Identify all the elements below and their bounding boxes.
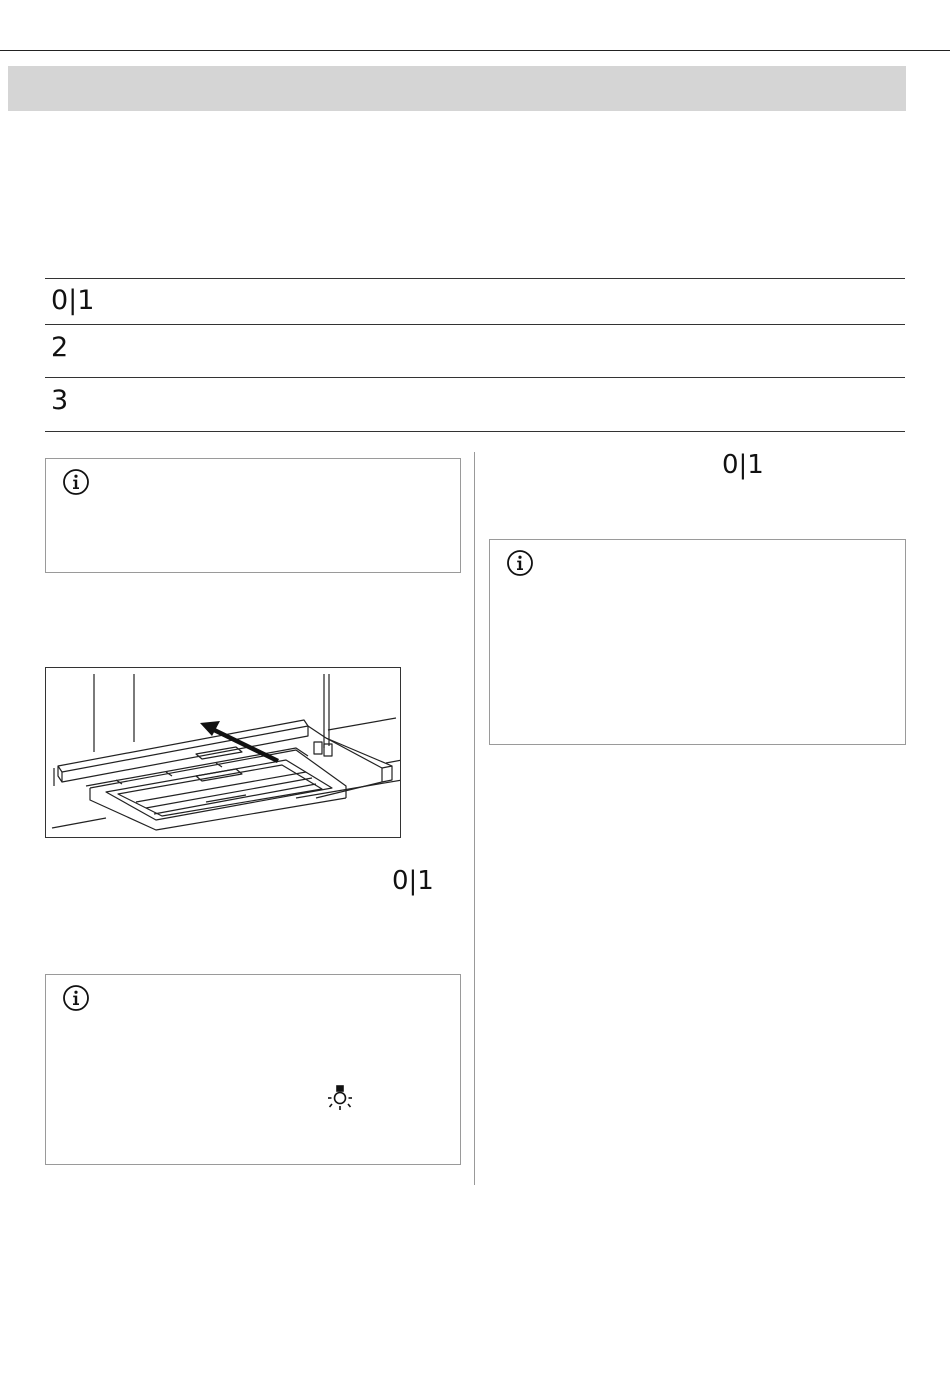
pull-out-hood-illustration bbox=[45, 667, 401, 838]
table-row-symbol-speed-3: 3 bbox=[51, 385, 69, 416]
table-row-symbol-speed-2: 2 bbox=[51, 332, 69, 363]
power-symbol: 0|1 bbox=[392, 866, 434, 896]
light-bulb-icon bbox=[327, 1085, 353, 1115]
table-rule bbox=[45, 324, 905, 325]
table-rule bbox=[45, 431, 905, 432]
table-rule bbox=[45, 377, 905, 378]
column-divider bbox=[474, 452, 475, 1185]
info-note-box bbox=[45, 974, 461, 1165]
info-icon bbox=[62, 984, 90, 1012]
info-icon bbox=[506, 549, 534, 577]
power-symbol: 0|1 bbox=[722, 450, 764, 480]
info-note-box bbox=[45, 458, 461, 573]
controls-table bbox=[0, 0, 950, 440]
info-icon bbox=[62, 468, 90, 496]
info-note-box bbox=[489, 539, 906, 745]
hood-diagram bbox=[46, 668, 401, 838]
table-row-symbol-power: 0|1 bbox=[51, 285, 95, 316]
table-rule bbox=[45, 278, 905, 279]
